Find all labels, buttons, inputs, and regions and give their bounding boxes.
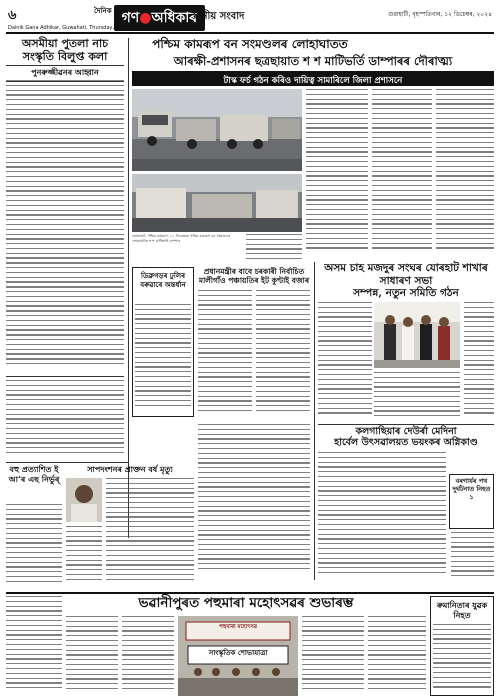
main-headline-2: আৰক্ষী-প্ৰশাসনৰ ছত্ৰছায়াত শ শ মাটিভৰ্তি ডাম্পাৰৰ দৌৰাত্ম্য xyxy=(173,54,453,68)
center-body-continued xyxy=(198,424,310,579)
divider xyxy=(6,376,124,377)
left-top-body xyxy=(6,80,124,372)
portrait-photo-graphic xyxy=(66,478,102,522)
masthead-date: গুৱাহাটী, বৃহস্পতিবাৰ, ১২ ডিচেম্বৰ, ২০২৪ xyxy=(388,11,492,18)
bottom-right-headline: ৰুমানিতাৰ যুৱক নিহত xyxy=(436,600,488,620)
left-mid2-body xyxy=(106,478,194,588)
portrait-photo xyxy=(66,478,102,522)
main-body-col-2 xyxy=(372,89,432,257)
right-lower-article-head xyxy=(318,426,494,448)
banner-top-text: পহুমাৰা মহোৎসৱ xyxy=(218,624,258,630)
newspaper-page xyxy=(6,4,494,696)
right-side-box xyxy=(449,474,494,529)
main-body-under-photo xyxy=(246,234,302,264)
bottom-left-body xyxy=(6,596,62,696)
left-lower-body xyxy=(6,380,124,458)
daily-label: দৈনিক xyxy=(94,7,112,15)
right-main-body-col-2 xyxy=(374,372,460,420)
left-mid-article-head xyxy=(6,464,62,484)
dumper-photo-2 xyxy=(132,174,302,232)
meeting-photo-graphic xyxy=(374,302,460,368)
left-top-subhead: পুনৰুজ্জীৱনৰ আহ্বান xyxy=(6,65,124,82)
center-article-head xyxy=(198,267,310,285)
section-title: স্থানীয় সংবাদ xyxy=(192,11,245,22)
page-number: ৬ xyxy=(8,8,17,23)
center-body-col-2 xyxy=(256,290,310,420)
right-main-body-col-3 xyxy=(464,302,494,420)
main-body-col-1 xyxy=(306,89,368,257)
right-lower-headline: কলগাছিয়াৰ দেউৰ্ৰা মেদিনা xyxy=(355,426,457,437)
left-mid2-article-head xyxy=(66,464,194,474)
main-body-col-3 xyxy=(436,89,494,257)
masthead xyxy=(6,4,494,34)
dumper-photo-graphic xyxy=(132,89,302,171)
right-main-headline: অসম চাহ মজদুৰ সংঘৰ যোৰহাট শাখাৰ সাধাৰণ সভা xyxy=(324,262,488,287)
bottom-body-col-2 xyxy=(122,616,174,696)
meeting-photo xyxy=(374,302,460,368)
dumper-photo xyxy=(132,89,302,171)
center-headline: প্ৰধানমন্ত্ৰীৰ বাবে চৰকাৰী নিৰ্বাচিত মালীগাঁও পঞ্চায়তিৰ ইট কুণ্টাই বজাৰ xyxy=(198,267,310,285)
dumper-photo-2-graphic xyxy=(132,174,302,232)
right-main-headline-2: সম্পন্ন, নতুন সমিতি গঠন xyxy=(353,287,459,299)
column-rule xyxy=(314,262,315,580)
column-rule xyxy=(128,38,129,538)
right-lower-headline-2: হাৰ্বেল উৎসৱালয়ত ভয়ংকৰ অগ্নিকাণ্ড xyxy=(334,437,478,448)
main-article-head xyxy=(132,37,368,51)
main-headline: পশ্চিম কামৰূপ বন সংমণ্ডলৰ লোহাঘাতত xyxy=(152,37,348,51)
right-lower-body xyxy=(318,452,446,582)
bottom-headline: ভৱানীপুৰত পহুমাৰা মহোৎসৱৰ শুভাৰম্ভ xyxy=(138,595,354,611)
main-banner: টাস্ক ফৰ্চ গঠন কৰিও দায়িত্ব সামাৰিলে জিলা প্ৰশাসনে xyxy=(132,71,494,86)
left-mid-headline: বহু প্ৰত্যাশিত ই আ’ৰ এছ নিৰ্ভুৰ্ xyxy=(8,464,60,484)
logo-mid: অধিকাৰ xyxy=(151,10,198,26)
right-side-box-headline: বৰগাৰ্যৰ পথ দুৰ্ঘটনাত নিহত ১ xyxy=(452,477,491,501)
divider xyxy=(6,462,128,463)
left-top-headline: অসমীয়া পুতলা নাচ সংস্কৃতি বিলুপ্ত কলা xyxy=(21,37,109,63)
banner-text: সাংস্কৃতিক শোভাযাত্ৰা xyxy=(208,648,268,657)
left-mid-body xyxy=(6,504,62,589)
bottom-body-col-1 xyxy=(66,616,118,696)
mid-box-body xyxy=(135,304,191,414)
right-side-box-body xyxy=(451,532,494,582)
bottom-right-body xyxy=(433,624,491,694)
left-mid2-headline: সাপদংশনৰ প্ৰাক্তন বৰ্ষ মৃত্যু xyxy=(87,464,173,474)
right-main-body-col-1 xyxy=(318,302,372,420)
masthead-subline: Dainik Gana Adhikar, Guwahati, Thursday, 12 December, 2024 xyxy=(8,25,166,31)
right-main-article-head xyxy=(318,262,494,300)
main-photo-caption: লোহাঘাট, পশ্চিম কামৰূপ, ১১ ডিচেম্বৰঃ পশ্চিম কামৰূপ বন সংমণ্ডলৰ লোহাঘাটত শ শ মাটিভৰ্তি ডাম্পাৰ xyxy=(132,234,231,243)
logo-dot: ● xyxy=(139,10,152,26)
divider xyxy=(6,592,494,594)
left-top-article xyxy=(6,37,124,82)
center-body-col-1 xyxy=(198,290,252,420)
divider xyxy=(318,424,494,425)
bottom-body-col-4 xyxy=(368,616,426,696)
mid-box-headline: ডিব্ৰুগড়ৰ ঢুলিৰ বৰুৱাৰে অন্তৰ্ধান xyxy=(140,271,186,289)
left-mid2-body-2 xyxy=(66,526,102,588)
bottom-body-col-3 xyxy=(302,616,364,696)
logo-left: গণ xyxy=(121,10,140,26)
